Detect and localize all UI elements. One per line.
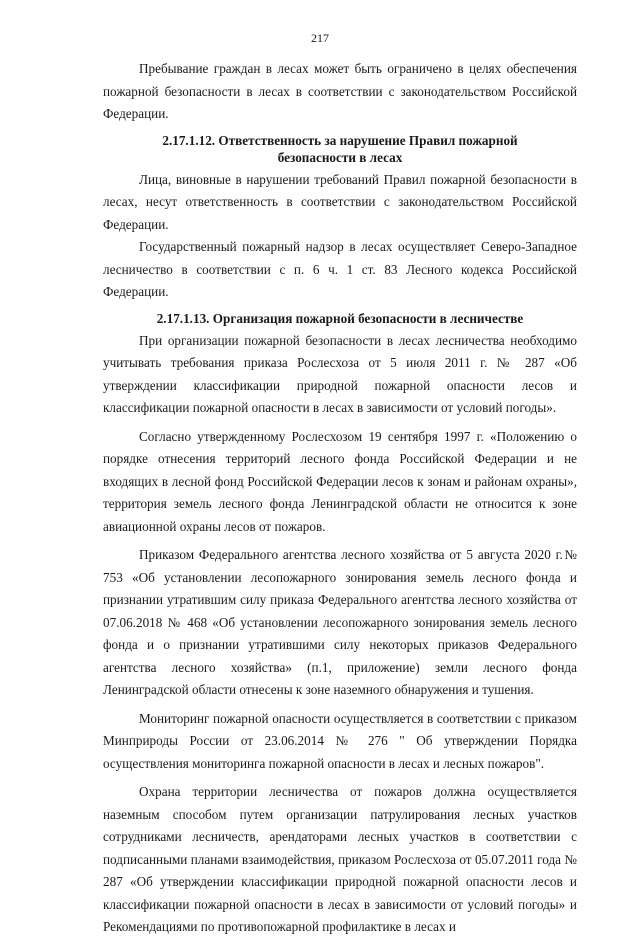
paragraph-ground-protection: Охрана территории лесничества от пожаров должна осуществляется наземным способом путем организации патрулирования лесных участков сотрудниками лесничеств, арендаторами лесных участков в соответствии с подписанными планами взаимодействия, приказом Рослесхоза от 05.07.2011 года № 287 «Об утверждении классификации природной пожарной опасности лесов и классификации пожарной опасности в лесах в зависимости от условий погоды» и Рекомендациями по противопожарной профилактике в лесах и [103,784,577,934]
section-heading-organization [103,310,577,327]
section-heading-responsibility-line1: 2.17.1.12. Ответственность за нарушение Правил пожарной [162,132,518,148]
section-heading-responsibility-line2: безопасности в лесах [277,149,403,165]
paragraph-liability: Лица, виновные в нарушении требований Правил пожарной безопасности в лесах, несут ответственность в соответствии с законодательством Российской Федерации. [103,171,577,232]
section-heading-organization-line1: 2.17.1.13. Организация пожарной безопасности в лесничестве [156,310,524,326]
paragraph-order-753: Приказом Федерального агентства лесного хозяйства от 5 августа 2020 г.№ 753 «Об установлении лесопожарного зонирования земель лесного фонда и признании утратившим силу приказа Федерального агентства лесного хозяйства от 07.06.2018 № 468 «Об установлении лесопожарного зонирования земель лесного фонда и о признании утратившими силу некоторых приказов Федерального агентства лесного хозяйства» (п.1, приложение) земли лесного фонда Ленинградской области отнесены к зоне наземного обнаружения и тушения. [103,547,577,697]
paragraph-order-287: При организации пожарной безопасности в лесах лесничества необходимо учитывать требования приказа Рослесхоза от 5 июля 2011 г. № 287 «Об утверждении классификации природной пожарной опасности лесов и классификации пожарной опасности в лесах в зависимости от условий погоды». [103,332,577,415]
paragraph-zoning-regulation: Согласно утвержденному Рослесхозом 19 сентября 1997 г. «Положению о порядке отнесения территорий лесного фонда Российской Федерации и не входящих в лесной фонд Российской Федерации лесов к зонам и районам охраны», территория земель лесного фонда Ленинградской области не относится к зоне авиационной охраны лесов от пожаров. [103,428,577,534]
paragraph-fire-supervision: Государственный пожарный надзор в лесах осуществляет Северо-Западное лесничество в соответствии с п. 6 ч. 1 ст. 83 Лесного кодекса Российской Федерации. [103,239,577,299]
paragraph-monitoring: Мониторинг пожарной опасности осуществляется в соответствии с приказом Минприроды России от 23.06.2014 № 276 " Об утверждении Порядка осуществления мониторинга пожарной опасности в лесах и лесных пожаров". [103,710,577,771]
paragraph-forest-visit-restriction: Пребывание граждан в лесах может быть ограничено в целях обеспечения пожарной безопасности в лесах в соответствии с законодательством Российской Федерации. [103,61,577,121]
page-number: 217 [311,31,329,45]
page-content [103,58,577,939]
section-heading-responsibility [103,132,577,166]
